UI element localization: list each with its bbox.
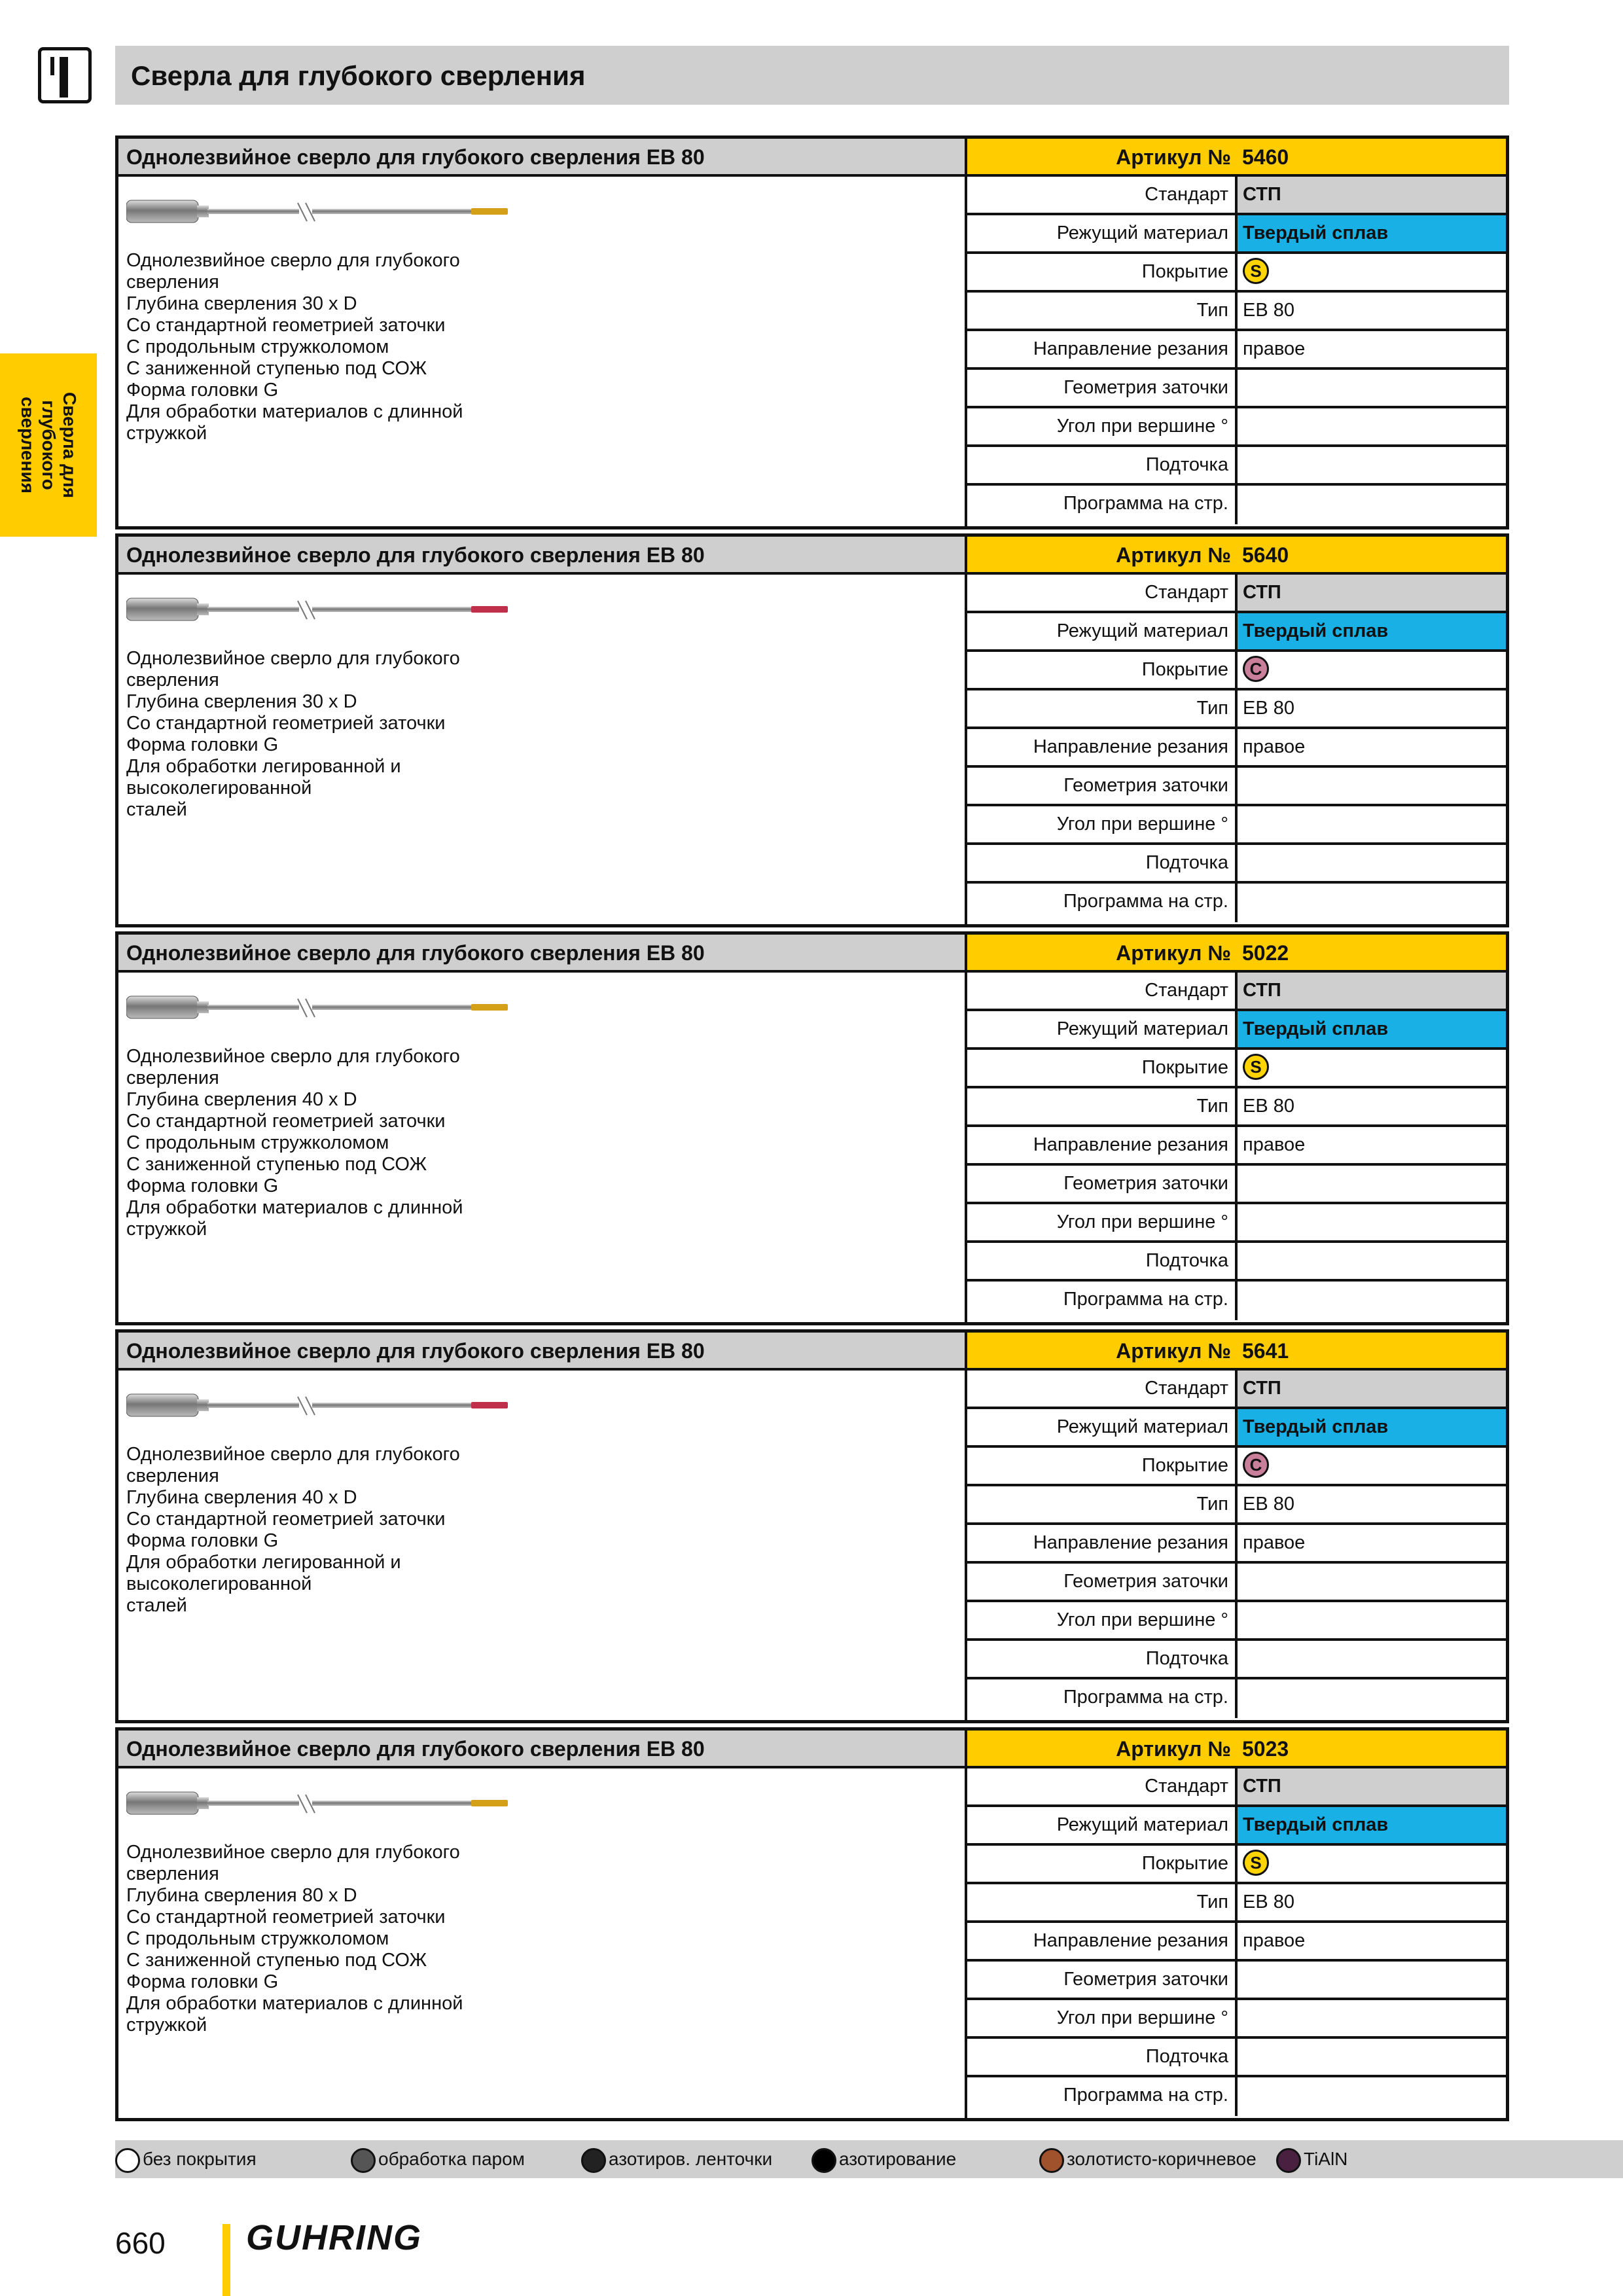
spec-row-program (967, 1282, 1506, 1320)
legend-label: азотирование (839, 2149, 957, 2169)
spec-value-cell (1238, 652, 1506, 688)
spec-value-cell (1238, 215, 1506, 251)
spec-value-cell (1238, 331, 1506, 367)
coating-swatch-icon (812, 2148, 836, 2173)
spec-row-thinning (967, 1641, 1506, 1679)
spec-value-type: EB 80 (1243, 1892, 1294, 1912)
article-number: 5641 (1242, 1339, 1289, 1363)
spec-row-type (967, 293, 1506, 331)
legend-item (1039, 2145, 1257, 2173)
spec-row-standard (967, 973, 1506, 1011)
spec-row-geometry (967, 1166, 1506, 1204)
brand-logo: GUHRING (246, 2218, 422, 2257)
product-description-cell (118, 177, 967, 526)
coating-badge-icon: S (1243, 258, 1269, 284)
spec-label: Геометрия заточки (967, 1962, 1238, 1998)
spec-row-program (967, 884, 1506, 922)
drill-image (126, 992, 512, 1022)
spec-value-cell (1238, 1371, 1506, 1407)
spec-row-program (967, 2077, 1506, 2116)
legend-item (351, 2145, 525, 2173)
spec-row-program (967, 486, 1506, 524)
product-description: Однолезвийное сверло для глубокого сверления Глубина сверления 40 x D Со стандартной геометрией заточки Форма головки G Для обработки легированной и высоколегированной сталей (126, 1444, 460, 1616)
coating-badge-icon: S (1243, 1054, 1269, 1080)
drill-image (126, 594, 512, 624)
spec-row-material (967, 1011, 1506, 1050)
spec-value-direction: правое (1243, 338, 1306, 359)
spec-row-material (967, 1807, 1506, 1846)
spec-label: Стандарт (967, 575, 1238, 611)
spec-row-program (967, 1679, 1506, 1718)
spec-label: Покрытие (967, 1846, 1238, 1882)
legend-label: без покрытия (143, 2149, 257, 2169)
spec-value-standard: СТП (1243, 582, 1281, 603)
spec-row-standard (967, 575, 1506, 613)
spec-row-geometry (967, 1564, 1506, 1602)
article-cell (967, 537, 1506, 575)
spec-table (967, 1371, 1506, 1720)
product-title: Однолезвийное сверло для глубокого сверления EB 80 (126, 543, 705, 567)
spec-value-cell (1238, 2077, 1506, 2116)
spec-label: Стандарт (967, 1768, 1238, 1804)
spec-row-coating (967, 1448, 1506, 1486)
spec-label: Стандарт (967, 973, 1238, 1009)
spec-value-cell (1238, 1602, 1506, 1638)
spec-value-standard: СТП (1243, 980, 1281, 1001)
spec-value-cell (1238, 729, 1506, 765)
spec-value-cell (1238, 447, 1506, 483)
spec-label: Программа на стр. (967, 486, 1238, 524)
article-label: Артикул № (1116, 1339, 1231, 1363)
spec-row-geometry (967, 768, 1506, 806)
spec-label: Направление резания (967, 729, 1238, 765)
spec-label: Программа на стр. (967, 884, 1238, 922)
spec-row-direction (967, 729, 1506, 768)
spec-label: Тип (967, 1884, 1238, 1920)
spec-label: Геометрия заточки (967, 1564, 1238, 1600)
spec-label: Направление резания (967, 1525, 1238, 1561)
product-description-cell (118, 575, 967, 924)
product-title: Однолезвийное сверло для глубокого сверления EB 80 (126, 941, 705, 965)
product-title-cell (118, 935, 967, 973)
drill-image (126, 196, 512, 226)
spec-label: Подточка (967, 447, 1238, 483)
legend-item (581, 2145, 772, 2173)
spec-row-thinning (967, 2039, 1506, 2077)
article-number: 5460 (1242, 145, 1289, 169)
legend-label: золотисто-коричневое (1067, 2149, 1257, 2169)
spec-value-cell (1238, 1282, 1506, 1320)
spec-value-cell (1238, 2000, 1506, 2036)
product-title-cell (118, 537, 967, 575)
spec-label: Режущий материал (967, 613, 1238, 649)
spec-label: Угол при вершине ° (967, 1204, 1238, 1240)
spec-row-direction (967, 331, 1506, 370)
coating-legend (115, 2140, 1623, 2178)
spec-row-angle (967, 408, 1506, 447)
spec-label: Подточка (967, 845, 1238, 881)
spec-label: Тип (967, 293, 1238, 329)
spec-value-cell (1238, 293, 1506, 329)
spec-value-cell (1238, 370, 1506, 406)
spec-row-material (967, 215, 1506, 254)
spec-value-cell (1238, 1884, 1506, 1920)
spec-value-cell (1238, 1679, 1506, 1718)
spec-value-cell (1238, 1166, 1506, 1202)
spec-label: Угол при вершине ° (967, 1602, 1238, 1638)
product-block (115, 1329, 1509, 1723)
spec-label: Геометрия заточки (967, 768, 1238, 804)
spec-value-type: EB 80 (1243, 1096, 1294, 1117)
spec-value-cell (1238, 1525, 1506, 1561)
product-description-cell (118, 973, 967, 1322)
spec-value-cell (1238, 408, 1506, 444)
legend-item (812, 2145, 956, 2173)
spec-row-thinning (967, 447, 1506, 486)
product-description-cell (118, 1371, 967, 1720)
spec-label: Покрытие (967, 1050, 1238, 1086)
legend-label: обработка паром (378, 2149, 525, 2169)
spec-label: Тип (967, 1088, 1238, 1124)
spec-row-material (967, 1409, 1506, 1448)
spec-row-direction (967, 1525, 1506, 1564)
spec-row-type (967, 1486, 1506, 1525)
spec-value-cell (1238, 806, 1506, 842)
coating-swatch-icon (1276, 2148, 1301, 2173)
page-title: Сверла для глубокого сверления (131, 60, 586, 91)
spec-value-material: Твердый сплав (1243, 620, 1389, 641)
product-description: Однолезвийное сверло для глубокого сверления Глубина сверления 40 x D Со стандартной геометрией заточки С продольным стружколомом С заниженной ступенью под СОЖ Форма головки G Для обработки материалов с длинной стружкой (126, 1046, 463, 1240)
spec-value-cell (1238, 1962, 1506, 1998)
spec-value-cell (1238, 486, 1506, 524)
spec-label: Программа на стр. (967, 1679, 1238, 1718)
spec-row-angle (967, 1204, 1506, 1243)
spec-row-direction (967, 1923, 1506, 1962)
spec-label: Программа на стр. (967, 2077, 1238, 2116)
spec-label: Направление резания (967, 1127, 1238, 1163)
legend-label: TiAlN (1304, 2149, 1348, 2169)
spec-value-cell (1238, 1204, 1506, 1240)
spec-value-type: EB 80 (1243, 1494, 1294, 1515)
article-label: Артикул № (1116, 145, 1231, 169)
section-logo-icon (38, 47, 92, 103)
spec-row-geometry (967, 370, 1506, 408)
product-block (115, 1727, 1509, 2121)
legend-item (115, 2145, 257, 2173)
spec-value-cell (1238, 1050, 1506, 1086)
spec-label: Стандарт (967, 177, 1238, 213)
spec-value-cell (1238, 884, 1506, 922)
page-number: 660 (115, 2226, 166, 2260)
article-label: Артикул № (1116, 941, 1231, 965)
product-title-cell (118, 139, 967, 177)
spec-row-coating (967, 652, 1506, 691)
spec-value-direction: правое (1243, 1134, 1306, 1155)
spec-label: Подточка (967, 2039, 1238, 2075)
spec-row-type (967, 691, 1506, 729)
spec-value-cell (1238, 613, 1506, 649)
side-tab-label: Сверла для глубокого сверления (18, 391, 80, 499)
spec-value-cell (1238, 973, 1506, 1009)
spec-label: Режущий материал (967, 1409, 1238, 1445)
article-cell (967, 139, 1506, 177)
spec-label: Угол при вершине ° (967, 806, 1238, 842)
spec-row-direction (967, 1127, 1506, 1166)
spec-value-cell (1238, 2039, 1506, 2075)
coating-badge-icon: C (1243, 656, 1269, 682)
legend-label: азотиров. ленточки (609, 2149, 773, 2169)
coating-swatch-icon (351, 2148, 376, 2173)
spec-value-cell (1238, 1807, 1506, 1843)
legend-item (1276, 2145, 1347, 2173)
spec-label: Режущий материал (967, 215, 1238, 251)
spec-label: Геометрия заточки (967, 1166, 1238, 1202)
coating-badge-icon: S (1243, 1850, 1269, 1876)
product-title: Однолезвийное сверло для глубокого сверления EB 80 (126, 145, 705, 169)
spec-value-standard: СТП (1243, 184, 1281, 205)
spec-label: Покрытие (967, 254, 1238, 290)
spec-value-type: EB 80 (1243, 300, 1294, 321)
article-number: 5640 (1242, 543, 1289, 567)
spec-value-cell (1238, 1011, 1506, 1047)
article-label: Артикул № (1116, 543, 1231, 567)
side-tab[interactable] (0, 353, 97, 537)
spec-row-standard (967, 177, 1506, 215)
article-cell (967, 935, 1506, 973)
spec-value-cell (1238, 575, 1506, 611)
spec-label: Геометрия заточки (967, 370, 1238, 406)
spec-value-material: Твердый сплав (1243, 223, 1389, 243)
spec-value-cell (1238, 1409, 1506, 1445)
product-block (115, 135, 1509, 529)
spec-label: Направление резания (967, 331, 1238, 367)
article-cell (967, 1333, 1506, 1371)
spec-label: Подточка (967, 1243, 1238, 1279)
coating-badge-icon: C (1243, 1452, 1269, 1478)
spec-label: Угол при вершине ° (967, 2000, 1238, 2036)
spec-row-coating (967, 1846, 1506, 1884)
spec-row-angle (967, 806, 1506, 845)
spec-value-type: EB 80 (1243, 698, 1294, 719)
coating-swatch-icon (115, 2148, 140, 2173)
spec-value-cell (1238, 177, 1506, 213)
spec-value-direction: правое (1243, 1532, 1306, 1553)
spec-value-cell (1238, 768, 1506, 804)
product-block (115, 931, 1509, 1325)
spec-row-angle (967, 1602, 1506, 1641)
spec-row-geometry (967, 1962, 1506, 2000)
drill-image (126, 1390, 512, 1420)
spec-value-cell (1238, 1486, 1506, 1522)
spec-label: Программа на стр. (967, 1282, 1238, 1320)
spec-value-cell (1238, 1564, 1506, 1600)
spec-value-direction: правое (1243, 736, 1306, 757)
spec-row-type (967, 1884, 1506, 1923)
spec-value-material: Твердый сплав (1243, 1018, 1389, 1039)
spec-label: Режущий материал (967, 1807, 1238, 1843)
spec-row-standard (967, 1768, 1506, 1807)
spec-table (967, 575, 1506, 924)
product-description-cell (118, 1768, 967, 2118)
spec-value-direction: правое (1243, 1930, 1306, 1951)
article-label: Артикул № (1116, 1737, 1231, 1761)
spec-row-angle (967, 2000, 1506, 2039)
page-header (115, 46, 1509, 105)
spec-label: Режущий материал (967, 1011, 1238, 1047)
coating-swatch-icon (581, 2148, 606, 2173)
spec-row-material (967, 613, 1506, 652)
spec-row-coating (967, 254, 1506, 293)
spec-label: Тип (967, 1486, 1238, 1522)
spec-label: Подточка (967, 1641, 1238, 1677)
spec-value-cell (1238, 1088, 1506, 1124)
product-description: Однолезвийное сверло для глубокого сверления Глубина сверления 30 x D Со стандартной геометрией заточки С продольным стружколомом С заниженной ступенью под СОЖ Форма головки G Для обработки материалов с длинной стружкой (126, 250, 463, 444)
footer-accent-bar (223, 2224, 230, 2296)
article-number: 5023 (1242, 1737, 1289, 1761)
spec-value-cell (1238, 691, 1506, 726)
spec-value-standard: СТП (1243, 1776, 1281, 1797)
spec-value-cell (1238, 1923, 1506, 1959)
spec-value-cell (1238, 1127, 1506, 1163)
spec-value-cell (1238, 1243, 1506, 1279)
spec-value-cell (1238, 1846, 1506, 1882)
coating-swatch-icon (1039, 2148, 1064, 2173)
spec-label: Направление резания (967, 1923, 1238, 1959)
spec-value-cell (1238, 1448, 1506, 1484)
article-cell (967, 1731, 1506, 1768)
spec-value-material: Твердый сплав (1243, 1814, 1389, 1835)
product-block (115, 533, 1509, 927)
product-title: Однолезвийное сверло для глубокого сверления EB 80 (126, 1339, 705, 1363)
spec-row-thinning (967, 845, 1506, 884)
article-number: 5022 (1242, 941, 1289, 965)
product-title: Однолезвийное сверло для глубокого сверления EB 80 (126, 1737, 705, 1761)
product-title-cell (118, 1731, 967, 1768)
spec-value-cell (1238, 845, 1506, 881)
spec-row-coating (967, 1050, 1506, 1088)
spec-table (967, 973, 1506, 1322)
spec-table (967, 1768, 1506, 2118)
product-description: Однолезвийное сверло для глубокого сверления Глубина сверления 80 x D Со стандартной геометрией заточки С продольным стружколомом С заниженной ступенью под СОЖ Форма головки G Для обработки материалов с длинной стружкой (126, 1842, 463, 2036)
spec-label: Стандарт (967, 1371, 1238, 1407)
spec-label: Тип (967, 691, 1238, 726)
spec-value-cell (1238, 254, 1506, 290)
spec-value-cell (1238, 1768, 1506, 1804)
spec-label: Покрытие (967, 652, 1238, 688)
spec-value-standard: СТП (1243, 1378, 1281, 1399)
product-title-cell (118, 1333, 967, 1371)
spec-row-type (967, 1088, 1506, 1127)
drill-image (126, 1788, 512, 1818)
spec-row-thinning (967, 1243, 1506, 1282)
spec-row-standard (967, 1371, 1506, 1409)
spec-label: Покрытие (967, 1448, 1238, 1484)
product-description: Однолезвийное сверло для глубокого сверления Глубина сверления 30 x D Со стандартной геометрией заточки Форма головки G Для обработки легированной и высоколегированной сталей (126, 648, 460, 820)
spec-value-material: Твердый сплав (1243, 1416, 1389, 1437)
spec-label: Угол при вершине ° (967, 408, 1238, 444)
spec-value-cell (1238, 1641, 1506, 1677)
spec-table (967, 177, 1506, 526)
